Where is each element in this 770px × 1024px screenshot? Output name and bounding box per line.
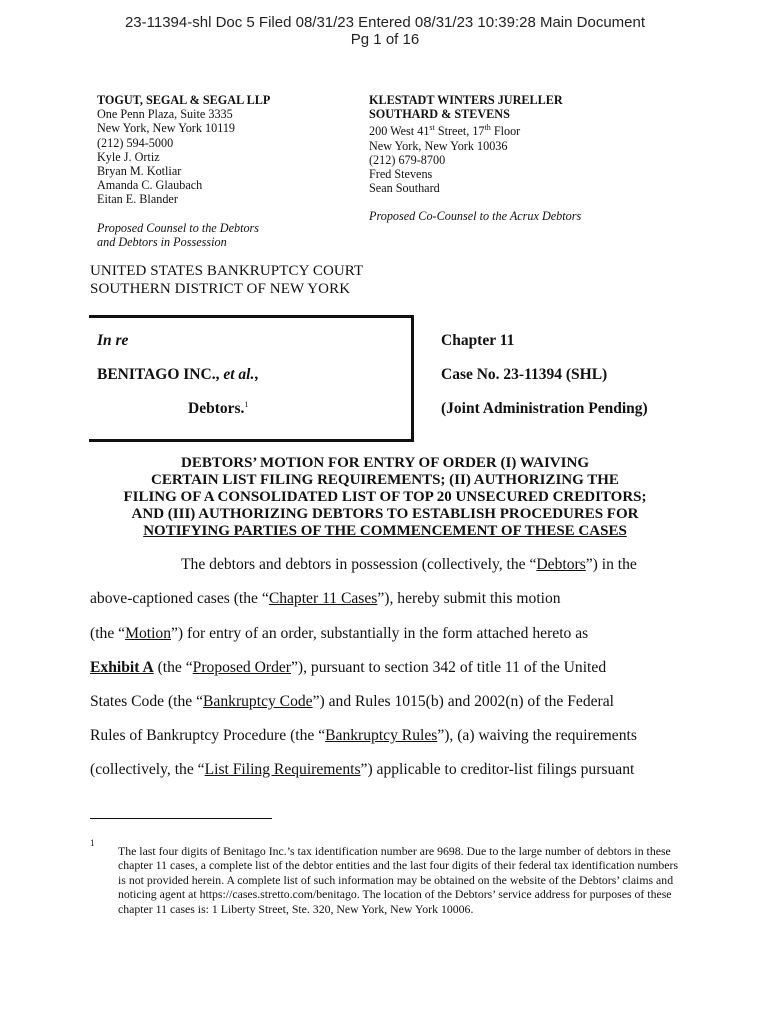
footnote-number: 1 <box>90 838 95 848</box>
body-line: The debtors and debtors in possession (collectively, the “Debtors”) in the <box>181 556 637 573</box>
body-line: above-captioned cases (the “Chapter 11 Cases”), hereby submit this motion <box>90 590 561 607</box>
counsel-right-firm: KLESTADT WINTERS JURELLER <box>369 93 563 107</box>
court-name: UNITED STATES BANKRUPTCY COURT <box>90 263 364 279</box>
caption-case-number: Case No. 23-11394 (SHL) <box>441 366 608 383</box>
court-district: SOUTHERN DISTRICT OF NEW YORK <box>90 281 351 297</box>
counsel-left-role: Proposed Counsel to the Debtors <box>97 220 260 235</box>
motion-title-line: FILING OF A CONSOLIDATED LIST OF TOP 20 UNSECURED CREDITORS; <box>123 489 647 505</box>
defined-term: Motion <box>125 625 171 642</box>
counsel-right-line: New York, New York 10036 <box>369 138 508 153</box>
body-line: Exhibit A (the “Proposed Order”), pursuant to section 342 of title 11 of the United <box>90 659 607 676</box>
defined-term: Debtors <box>536 556 586 573</box>
counsel-left-firm: TOGUT, SEGAL & SEGAL LLP <box>97 93 271 107</box>
counsel-left-line: Eitan E. Blander <box>97 192 178 207</box>
defined-term: List Filing Requirements <box>204 761 361 778</box>
counsel-left-line: New York, New York 10119 <box>97 121 236 136</box>
counsel-left-block <box>97 93 270 249</box>
defined-term: Bankruptcy Code <box>203 693 313 710</box>
body-line: (the “Motion”) for entry of an order, substantially in the form attached hereto as <box>90 625 589 642</box>
caption-debtor-name: BENITAGO INC., et al., <box>97 366 259 383</box>
counsel-left-line: Amanda C. Glaubach <box>97 178 203 193</box>
counsel-left-line: Kyle J. Ortiz <box>97 149 160 164</box>
defined-term: Proposed Order <box>192 659 291 676</box>
caption-joint-admin: (Joint Administration Pending) <box>441 400 648 417</box>
counsel-right-line: Fred Stevens <box>369 167 433 182</box>
caption-chapter: Chapter 11 <box>441 332 515 349</box>
footnote-separator <box>90 818 272 819</box>
counsel-right-line: (212) 679-8700 <box>369 152 446 167</box>
motion-title <box>90 455 680 540</box>
motion-title-line: AND (III) AUTHORIZING DEBTORS TO ESTABLISH PROCEDURES FOR <box>131 506 639 522</box>
motion-title-line: NOTIFYING PARTIES OF THE COMMENCEMENT OF THESE CASES <box>143 523 627 539</box>
motion-title-line: CERTAIN LIST FILING REQUIREMENTS; (II) AUTHORIZING THE <box>151 472 619 488</box>
counsel-left-line: Bryan M. Kotliar <box>97 164 182 179</box>
counsel-right-firm: SOUTHARD & STEVENS <box>369 107 510 122</box>
body-line: (collectively, the “List Filing Requirements”) applicable to creditor-list filings pursuant <box>90 761 635 778</box>
defined-term: Bankruptcy Rules <box>325 727 438 744</box>
defined-term: Chapter 11 Cases <box>268 590 378 607</box>
page-count-line: Pg 1 of 16 <box>350 31 420 48</box>
counsel-left-line: (212) 594-5000 <box>97 135 174 150</box>
footnote-reference: 1 <box>244 400 249 409</box>
motion-title-line: DEBTORS’ MOTION FOR ENTRY OF ORDER (I) WAIVING <box>181 455 589 471</box>
counsel-right-line: Sean Southard <box>369 181 440 196</box>
body-line: Rules of Bankruptcy Procedure (the “Bankruptcy Rules”), (a) waiving the requirements <box>90 727 637 744</box>
counsel-left-line: One Penn Plaza, Suite 3335 <box>97 107 233 122</box>
exhibit-reference: Exhibit A <box>90 659 154 676</box>
caption-debtors-label: Debtors.$^1$ <box>188 400 249 418</box>
counsel-right-role: Proposed Co-Counsel to the Acrux Debtors <box>369 209 582 224</box>
ecf-header-line: 23-11394-shl Doc 5 Filed 08/31/23 Entered 08/31/23 10:39:28 Main Document <box>124 14 646 31</box>
counsel-left-role: and Debtors in Possession <box>97 234 227 249</box>
caption-in-re: In re <box>97 332 129 349</box>
counsel-right-block <box>369 93 581 224</box>
counsel-right-address: 200 West 41st Street, 17th Floor <box>369 123 521 139</box>
footnote-text: The last four digits of Benitago Inc.’s tax identification number are 9698. Due to the large number of debtors in these chapter 11 cases, a complete list of the debtor entities and the last four digits of their federal tax identification numbers is not provided herein. A complete list of such information may be obtained on the website of the Debtors’ claims and noticing agent at https://cases.stretto.com/benitago. The location of the Debtors’ service address for purposes of these chapter 11 cases is: 1 Liberty Street, Ste. 320, New York, New York 10006. <box>118 844 679 916</box>
body-line: States Code (the “Bankruptcy Code”) and Rules 1015(b) and 2002(n) of the Federal <box>90 693 614 710</box>
court-heading <box>90 262 363 298</box>
